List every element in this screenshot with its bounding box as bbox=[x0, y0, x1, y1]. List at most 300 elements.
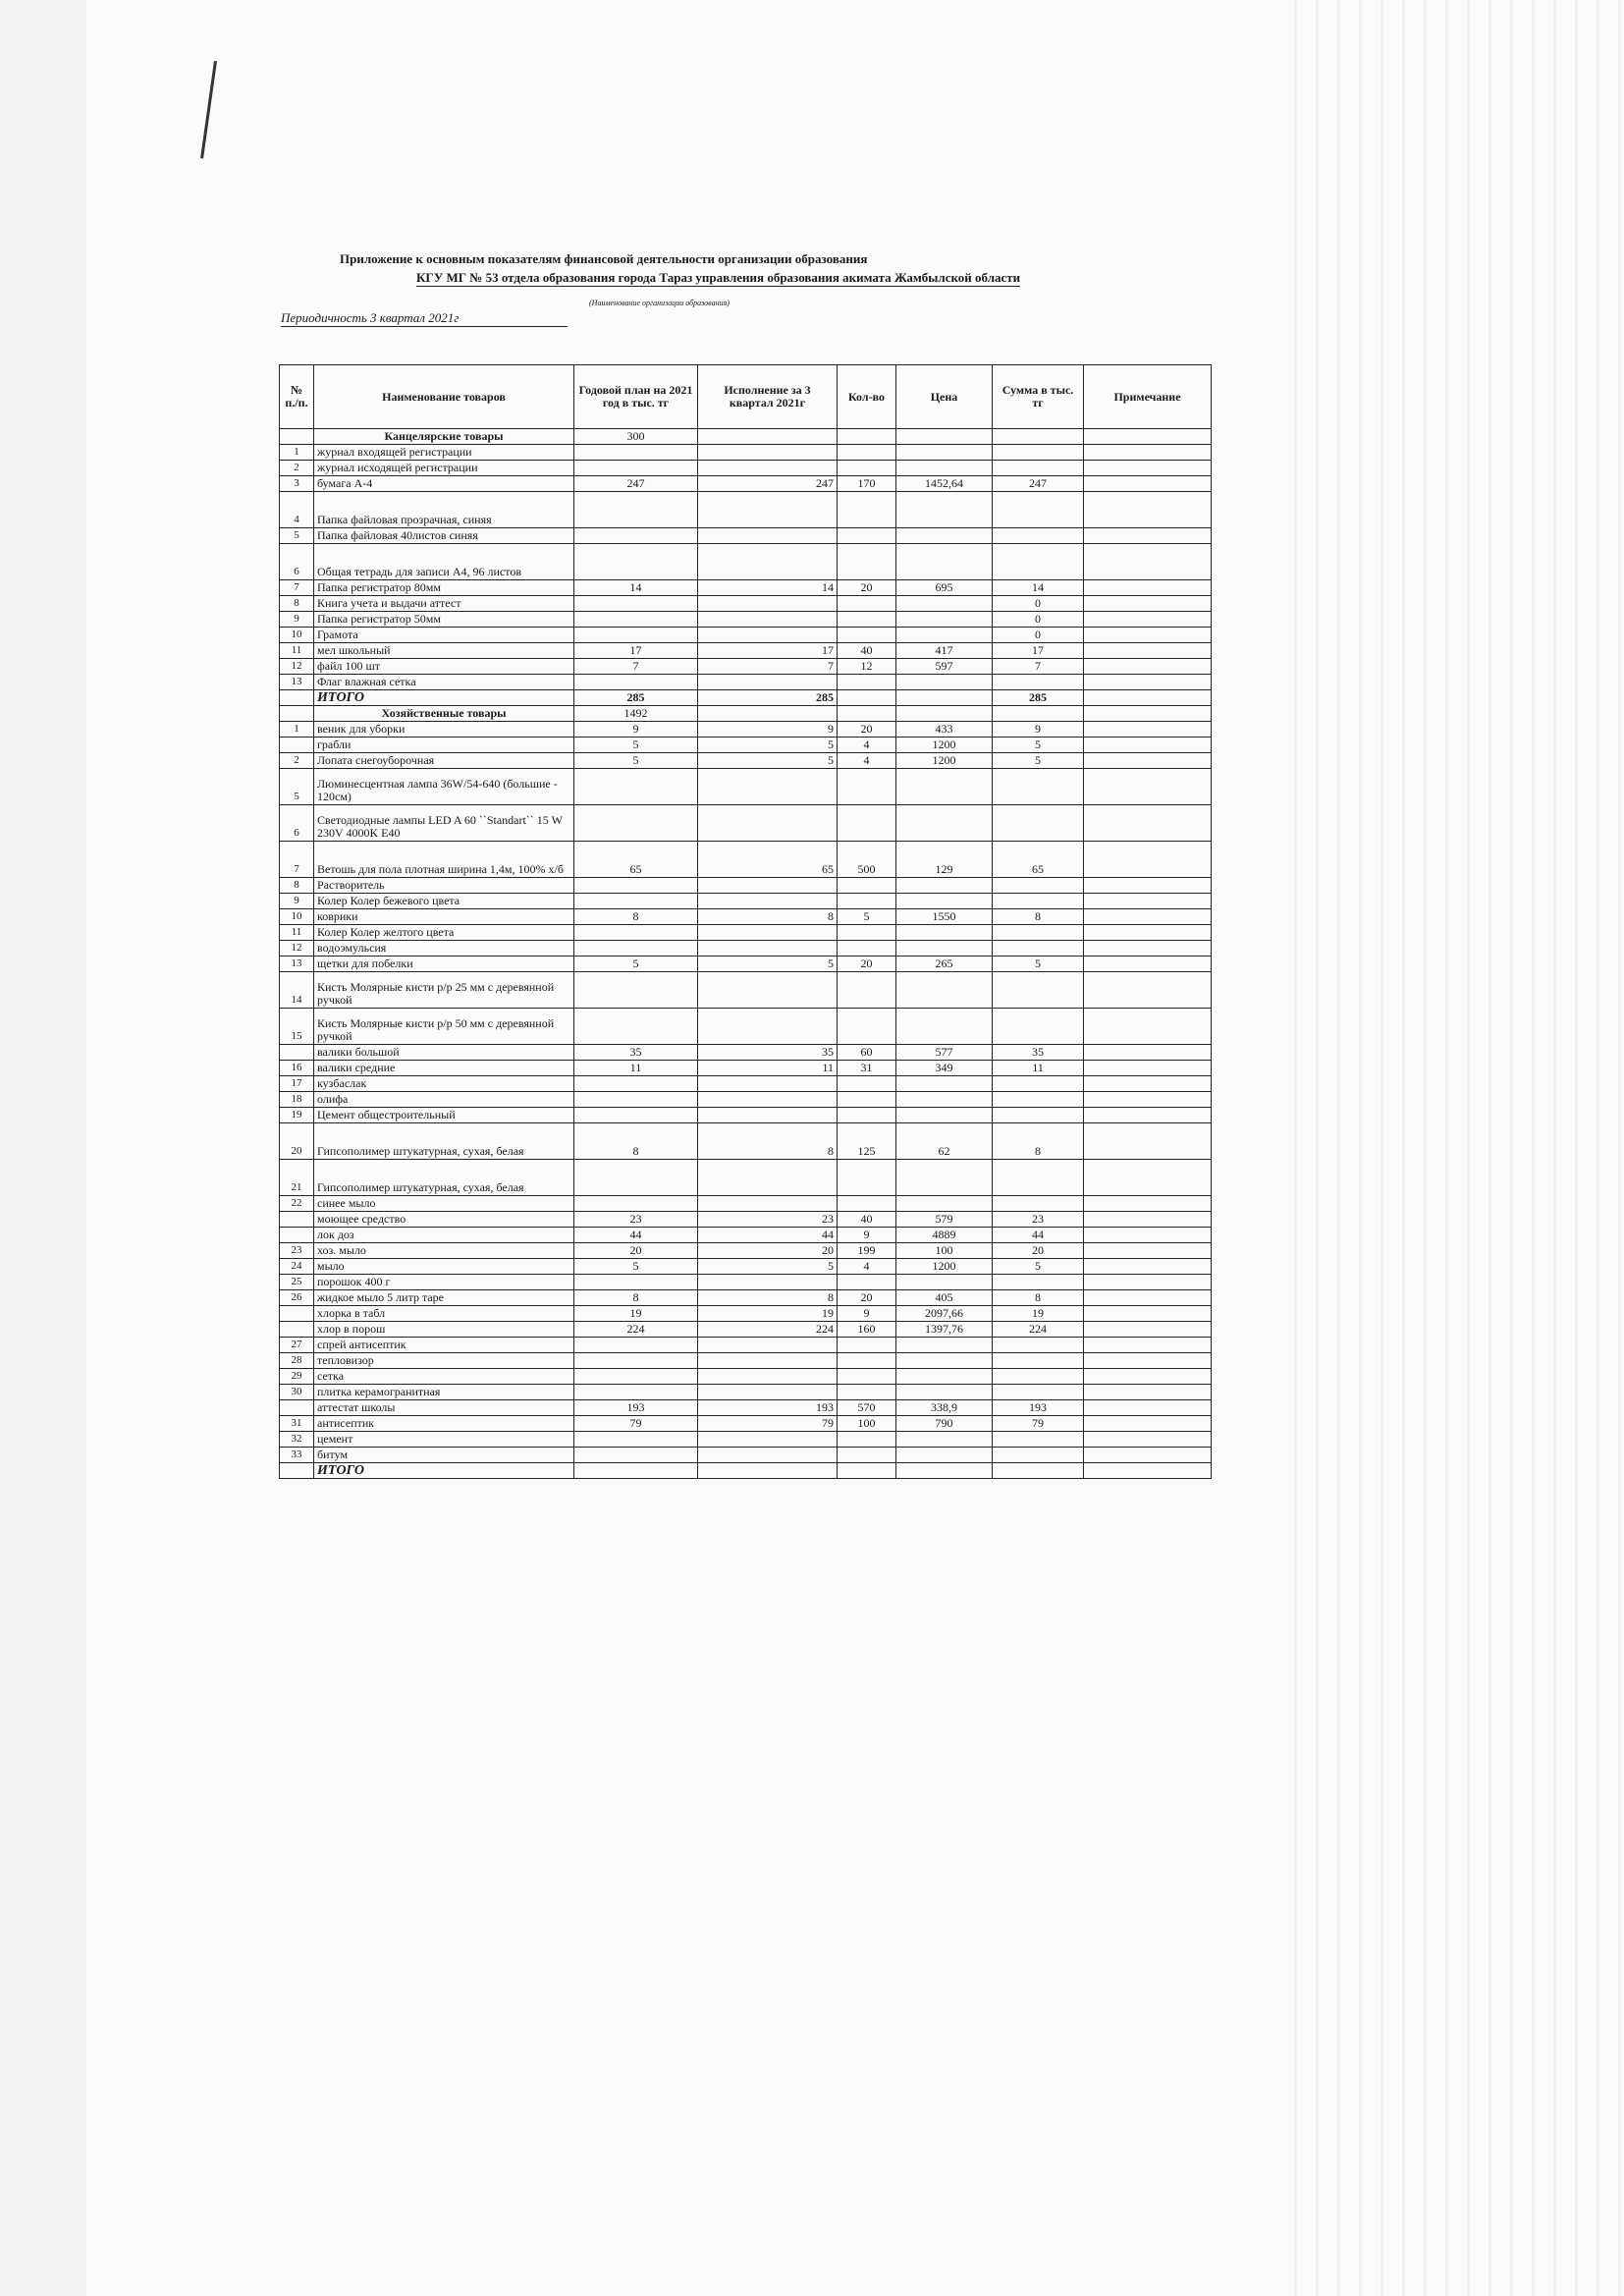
table-row bbox=[280, 580, 1212, 596]
quantity-cell: 170 bbox=[838, 476, 896, 492]
sum-cell: 23 bbox=[993, 1212, 1084, 1228]
annual-plan-cell: 1492 bbox=[574, 706, 698, 722]
table-row bbox=[280, 722, 1212, 738]
quantity-cell bbox=[838, 1432, 896, 1448]
sum-cell: 5 bbox=[993, 1259, 1084, 1275]
item-name-cell: Кисть Молярные кисти р/р 50 мм с деревянной ручкой bbox=[314, 1009, 574, 1045]
price-cell bbox=[896, 1463, 993, 1479]
table-row bbox=[280, 528, 1212, 544]
execution-cell: 193 bbox=[698, 1400, 838, 1416]
sum-cell bbox=[993, 925, 1084, 941]
quantity-cell bbox=[838, 690, 896, 706]
price-cell bbox=[896, 769, 993, 805]
note-cell bbox=[1084, 596, 1212, 612]
price-cell bbox=[896, 1448, 993, 1463]
price-cell: 265 bbox=[896, 957, 993, 972]
execution-cell: 8 bbox=[698, 909, 838, 925]
execution-cell: 7 bbox=[698, 659, 838, 675]
note-cell bbox=[1084, 878, 1212, 894]
sum-cell bbox=[993, 1385, 1084, 1400]
quantity-cell: 5 bbox=[838, 909, 896, 925]
note-cell bbox=[1084, 1196, 1212, 1212]
price-cell bbox=[896, 925, 993, 941]
sum-cell: 7 bbox=[993, 659, 1084, 675]
table-row bbox=[280, 461, 1212, 476]
note-cell bbox=[1084, 925, 1212, 941]
execution-cell bbox=[698, 941, 838, 957]
execution-cell bbox=[698, 1448, 838, 1463]
item-name-cell: синее мыло bbox=[314, 1196, 574, 1212]
execution-cell bbox=[698, 1009, 838, 1045]
note-cell bbox=[1084, 1160, 1212, 1196]
table-row bbox=[280, 1228, 1212, 1243]
execution-cell: 8 bbox=[698, 1290, 838, 1306]
total-row bbox=[280, 1463, 1212, 1479]
execution-cell: 5 bbox=[698, 738, 838, 753]
execution-cell bbox=[698, 1353, 838, 1369]
quantity-cell bbox=[838, 1369, 896, 1385]
note-cell bbox=[1084, 957, 1212, 972]
execution-cell bbox=[698, 1108, 838, 1123]
quantity-cell bbox=[838, 492, 896, 528]
note-cell bbox=[1084, 805, 1212, 842]
annual-plan-cell bbox=[574, 1009, 698, 1045]
execution-cell bbox=[698, 1463, 838, 1479]
quantity-cell bbox=[838, 1353, 896, 1369]
table-row bbox=[280, 1108, 1212, 1123]
table-row bbox=[280, 1385, 1212, 1400]
item-name-cell: коврики bbox=[314, 909, 574, 925]
table-row bbox=[280, 612, 1212, 628]
price-cell: 1397,76 bbox=[896, 1322, 993, 1338]
execution-cell bbox=[698, 1432, 838, 1448]
quantity-cell bbox=[838, 1092, 896, 1108]
row-number-cell: 15 bbox=[280, 1009, 314, 1045]
sum-cell: 193 bbox=[993, 1400, 1084, 1416]
item-name-cell: тепловизор bbox=[314, 1353, 574, 1369]
table-row bbox=[280, 753, 1212, 769]
sum-cell: 5 bbox=[993, 738, 1084, 753]
table-row bbox=[280, 842, 1212, 878]
price-cell bbox=[896, 445, 993, 461]
row-number-cell: 12 bbox=[280, 941, 314, 957]
table-row bbox=[280, 925, 1212, 941]
annual-plan-cell bbox=[574, 1076, 698, 1092]
note-cell bbox=[1084, 753, 1212, 769]
item-name-cell: Гипсополимер штукатурная, сухая, белая bbox=[314, 1160, 574, 1196]
table-row bbox=[280, 659, 1212, 675]
price-cell: 695 bbox=[896, 580, 993, 596]
note-cell bbox=[1084, 941, 1212, 957]
item-name-cell: аттестат школы bbox=[314, 1400, 574, 1416]
price-cell: 790 bbox=[896, 1416, 993, 1432]
execution-cell bbox=[698, 628, 838, 643]
col-header-price: Цена bbox=[896, 365, 993, 429]
price-cell: 433 bbox=[896, 722, 993, 738]
table-row bbox=[280, 878, 1212, 894]
note-cell bbox=[1084, 1228, 1212, 1243]
header-period: Периодичность 3 квартал 2021г bbox=[281, 310, 568, 327]
table-row bbox=[280, 476, 1212, 492]
item-name-cell: Гипсополимер штукатурная, сухая, белая bbox=[314, 1123, 574, 1160]
quantity-cell: 20 bbox=[838, 957, 896, 972]
sum-cell bbox=[993, 1275, 1084, 1290]
quantity-cell bbox=[838, 1338, 896, 1353]
header-organization-caption: (Наименование организации образования) bbox=[589, 299, 730, 307]
sum-cell bbox=[993, 1369, 1084, 1385]
row-number-cell bbox=[280, 1045, 314, 1061]
note-cell bbox=[1084, 1092, 1212, 1108]
price-cell bbox=[896, 1092, 993, 1108]
annual-plan-cell: 14 bbox=[574, 580, 698, 596]
note-cell bbox=[1084, 722, 1212, 738]
note-cell bbox=[1084, 1416, 1212, 1432]
sum-cell bbox=[993, 1196, 1084, 1212]
row-number-cell bbox=[280, 1322, 314, 1338]
sum-cell bbox=[993, 972, 1084, 1009]
sum-cell bbox=[993, 1463, 1084, 1479]
item-name-cell: Цемент общестроительный bbox=[314, 1108, 574, 1123]
sum-cell bbox=[993, 805, 1084, 842]
note-cell bbox=[1084, 1045, 1212, 1061]
quantity-cell bbox=[838, 1076, 896, 1092]
price-cell: 577 bbox=[896, 1045, 993, 1061]
item-name-cell: валики большой bbox=[314, 1045, 574, 1061]
quantity-cell bbox=[838, 925, 896, 941]
table-row bbox=[280, 957, 1212, 972]
price-cell: 338,9 bbox=[896, 1400, 993, 1416]
annual-plan-cell bbox=[574, 1196, 698, 1212]
note-cell bbox=[1084, 476, 1212, 492]
row-number-cell: 10 bbox=[280, 909, 314, 925]
item-name-cell: щетки для побелки bbox=[314, 957, 574, 972]
execution-cell bbox=[698, 1092, 838, 1108]
price-cell bbox=[896, 1196, 993, 1212]
annual-plan-cell: 20 bbox=[574, 1243, 698, 1259]
item-name-cell: Хозяйственные товары bbox=[314, 706, 574, 722]
table-row bbox=[280, 738, 1212, 753]
sum-cell bbox=[993, 544, 1084, 580]
item-name-cell: Папка файловая 40листов синяя bbox=[314, 528, 574, 544]
annual-plan-cell: 11 bbox=[574, 1061, 698, 1076]
table-row bbox=[280, 1306, 1212, 1322]
item-name-cell: моющее средство bbox=[314, 1212, 574, 1228]
sum-cell bbox=[993, 675, 1084, 690]
annual-plan-cell: 224 bbox=[574, 1322, 698, 1338]
row-number-cell: 7 bbox=[280, 580, 314, 596]
price-cell bbox=[896, 1108, 993, 1123]
row-number-cell bbox=[280, 1212, 314, 1228]
item-name-cell: веник для уборки bbox=[314, 722, 574, 738]
quantity-cell: 199 bbox=[838, 1243, 896, 1259]
quantity-cell: 20 bbox=[838, 722, 896, 738]
row-number-cell: 27 bbox=[280, 1338, 314, 1353]
quantity-cell: 4 bbox=[838, 738, 896, 753]
item-name-cell: хоз. мыло bbox=[314, 1243, 574, 1259]
row-number-cell: 11 bbox=[280, 925, 314, 941]
execution-cell: 14 bbox=[698, 580, 838, 596]
row-number-cell: 6 bbox=[280, 544, 314, 580]
execution-cell bbox=[698, 1385, 838, 1400]
annual-plan-cell bbox=[574, 769, 698, 805]
annual-plan-cell bbox=[574, 596, 698, 612]
execution-cell bbox=[698, 1196, 838, 1212]
execution-cell: 79 bbox=[698, 1416, 838, 1432]
annual-plan-cell: 65 bbox=[574, 842, 698, 878]
execution-cell: 20 bbox=[698, 1243, 838, 1259]
total-row bbox=[280, 690, 1212, 706]
annual-plan-cell bbox=[574, 1463, 698, 1479]
execution-cell bbox=[698, 612, 838, 628]
price-cell bbox=[896, 1353, 993, 1369]
annual-plan-cell: 23 bbox=[574, 1212, 698, 1228]
table-row bbox=[280, 1061, 1212, 1076]
row-number-cell: 20 bbox=[280, 1123, 314, 1160]
note-cell bbox=[1084, 1275, 1212, 1290]
note-cell bbox=[1084, 580, 1212, 596]
sum-cell: 65 bbox=[993, 842, 1084, 878]
quantity-cell: 125 bbox=[838, 1123, 896, 1160]
row-number-cell: 2 bbox=[280, 461, 314, 476]
annual-plan-cell bbox=[574, 544, 698, 580]
row-number-cell bbox=[280, 1228, 314, 1243]
price-cell: 2097,66 bbox=[896, 1306, 993, 1322]
sum-cell: 9 bbox=[993, 722, 1084, 738]
note-cell bbox=[1084, 544, 1212, 580]
item-name-cell: битум bbox=[314, 1448, 574, 1463]
sum-cell bbox=[993, 1092, 1084, 1108]
note-cell bbox=[1084, 1322, 1212, 1338]
price-cell bbox=[896, 628, 993, 643]
row-number-cell bbox=[280, 429, 314, 445]
price-cell bbox=[896, 544, 993, 580]
execution-cell bbox=[698, 528, 838, 544]
row-number-cell: 13 bbox=[280, 957, 314, 972]
quantity-cell bbox=[838, 941, 896, 957]
annual-plan-cell bbox=[574, 528, 698, 544]
execution-cell bbox=[698, 429, 838, 445]
header-organization: КГУ МГ № 53 отдела образования города Тараз управления образования акимата Жамбылской области bbox=[416, 270, 1021, 285]
row-number-cell: 4 bbox=[280, 492, 314, 528]
note-cell bbox=[1084, 528, 1212, 544]
col-header-sum: Сумма в тыс. тг bbox=[993, 365, 1084, 429]
row-number-cell: 23 bbox=[280, 1243, 314, 1259]
annual-plan-cell: 9 bbox=[574, 722, 698, 738]
note-cell bbox=[1084, 690, 1212, 706]
execution-cell: 23 bbox=[698, 1212, 838, 1228]
row-number-cell: 33 bbox=[280, 1448, 314, 1463]
sum-cell bbox=[993, 1160, 1084, 1196]
quantity-cell: 20 bbox=[838, 1290, 896, 1306]
price-cell: 100 bbox=[896, 1243, 993, 1259]
row-number-cell: 9 bbox=[280, 894, 314, 909]
sum-cell: 17 bbox=[993, 643, 1084, 659]
row-number-cell: 14 bbox=[280, 972, 314, 1009]
sum-cell bbox=[993, 1108, 1084, 1123]
row-number-cell: 29 bbox=[280, 1369, 314, 1385]
sum-cell: 285 bbox=[993, 690, 1084, 706]
table-row bbox=[280, 544, 1212, 580]
quantity-cell bbox=[838, 1275, 896, 1290]
table-row bbox=[280, 1448, 1212, 1463]
annual-plan-cell bbox=[574, 445, 698, 461]
execution-cell bbox=[698, 461, 838, 476]
table-row bbox=[280, 1275, 1212, 1290]
quantity-cell: 20 bbox=[838, 580, 896, 596]
table-row bbox=[280, 1338, 1212, 1353]
note-cell bbox=[1084, 461, 1212, 476]
annual-plan-cell: 285 bbox=[574, 690, 698, 706]
note-cell bbox=[1084, 909, 1212, 925]
row-number-cell: 22 bbox=[280, 1196, 314, 1212]
execution-cell: 285 bbox=[698, 690, 838, 706]
price-cell bbox=[896, 805, 993, 842]
item-name-cell: журнал исходящей регистрации bbox=[314, 461, 574, 476]
note-cell bbox=[1084, 1338, 1212, 1353]
item-name-cell: ИТОГО bbox=[314, 1463, 574, 1479]
item-name-cell: Папка регистратор 50мм bbox=[314, 612, 574, 628]
annual-plan-cell bbox=[574, 1432, 698, 1448]
note-cell bbox=[1084, 1076, 1212, 1092]
annual-plan-cell bbox=[574, 1092, 698, 1108]
quantity-cell bbox=[838, 1448, 896, 1463]
item-name-cell: сетка bbox=[314, 1369, 574, 1385]
price-cell: 1452,64 bbox=[896, 476, 993, 492]
note-cell bbox=[1084, 1432, 1212, 1448]
annual-plan-cell bbox=[574, 1108, 698, 1123]
annual-plan-cell bbox=[574, 1448, 698, 1463]
note-cell bbox=[1084, 1290, 1212, 1306]
quantity-cell: 4 bbox=[838, 1259, 896, 1275]
execution-cell: 224 bbox=[698, 1322, 838, 1338]
note-cell bbox=[1084, 659, 1212, 675]
table-row bbox=[280, 769, 1212, 805]
execution-cell: 44 bbox=[698, 1228, 838, 1243]
quantity-cell bbox=[838, 972, 896, 1009]
sum-cell: 247 bbox=[993, 476, 1084, 492]
item-name-cell: кузбаслак bbox=[314, 1076, 574, 1092]
execution-cell: 5 bbox=[698, 753, 838, 769]
sum-cell: 44 bbox=[993, 1228, 1084, 1243]
quantity-cell bbox=[838, 878, 896, 894]
price-cell: 579 bbox=[896, 1212, 993, 1228]
sum-cell: 11 bbox=[993, 1061, 1084, 1076]
note-cell bbox=[1084, 1385, 1212, 1400]
quantity-cell bbox=[838, 675, 896, 690]
row-number-cell: 25 bbox=[280, 1275, 314, 1290]
item-name-cell: Светодиодные лампы LED A 60 ``Standart`` 15 W 230V 4000K E40 bbox=[314, 805, 574, 842]
col-header-qty: Кол-во bbox=[838, 365, 896, 429]
sum-cell bbox=[993, 1338, 1084, 1353]
row-number-cell: 2 bbox=[280, 753, 314, 769]
note-cell bbox=[1084, 445, 1212, 461]
item-name-cell: Грамота bbox=[314, 628, 574, 643]
quantity-cell bbox=[838, 1009, 896, 1045]
sum-cell: 5 bbox=[993, 753, 1084, 769]
quantity-cell bbox=[838, 805, 896, 842]
execution-cell: 35 bbox=[698, 1045, 838, 1061]
col-header-num: № п./п. bbox=[280, 365, 314, 429]
price-cell bbox=[896, 972, 993, 1009]
quantity-cell: 40 bbox=[838, 1212, 896, 1228]
price-cell: 405 bbox=[896, 1290, 993, 1306]
sum-cell: 8 bbox=[993, 1290, 1084, 1306]
price-cell bbox=[896, 1369, 993, 1385]
price-cell bbox=[896, 1009, 993, 1045]
price-cell bbox=[896, 492, 993, 528]
sum-cell bbox=[993, 445, 1084, 461]
item-name-cell: Кисть Молярные кисти р/р 25 мм с деревянной ручкой bbox=[314, 972, 574, 1009]
quantity-cell bbox=[838, 528, 896, 544]
price-cell bbox=[896, 429, 993, 445]
table-row bbox=[280, 1196, 1212, 1212]
col-header-name: Наименование товаров bbox=[314, 365, 574, 429]
price-cell: 129 bbox=[896, 842, 993, 878]
table-header-row bbox=[280, 365, 1212, 429]
table-row bbox=[280, 805, 1212, 842]
annual-plan-cell bbox=[574, 925, 698, 941]
price-cell: 62 bbox=[896, 1123, 993, 1160]
table-row bbox=[280, 1009, 1212, 1045]
row-number-cell: 28 bbox=[280, 1353, 314, 1369]
item-name-cell: лок доз bbox=[314, 1228, 574, 1243]
sum-cell: 0 bbox=[993, 596, 1084, 612]
note-cell bbox=[1084, 1448, 1212, 1463]
price-cell bbox=[896, 528, 993, 544]
execution-cell bbox=[698, 706, 838, 722]
price-cell bbox=[896, 1275, 993, 1290]
row-number-cell: 3 bbox=[280, 476, 314, 492]
price-cell bbox=[896, 596, 993, 612]
note-cell bbox=[1084, 675, 1212, 690]
note-cell bbox=[1084, 1400, 1212, 1416]
table-row bbox=[280, 643, 1212, 659]
table-row bbox=[280, 972, 1212, 1009]
table-row bbox=[280, 596, 1212, 612]
table-row bbox=[280, 1259, 1212, 1275]
price-cell: 1550 bbox=[896, 909, 993, 925]
execution-cell bbox=[698, 445, 838, 461]
table-row bbox=[280, 1076, 1212, 1092]
execution-cell bbox=[698, 972, 838, 1009]
table-row bbox=[280, 445, 1212, 461]
row-number-cell bbox=[280, 738, 314, 753]
execution-cell: 11 bbox=[698, 1061, 838, 1076]
row-number-cell: 9 bbox=[280, 612, 314, 628]
quantity-cell bbox=[838, 1385, 896, 1400]
sum-cell bbox=[993, 1009, 1084, 1045]
section-header-row bbox=[280, 429, 1212, 445]
annual-plan-cell bbox=[574, 805, 698, 842]
item-name-cell: Флаг влажная сетка bbox=[314, 675, 574, 690]
row-number-cell: 6 bbox=[280, 805, 314, 842]
price-cell bbox=[896, 1385, 993, 1400]
col-header-note: Примечание bbox=[1084, 365, 1212, 429]
execution-cell bbox=[698, 1076, 838, 1092]
item-name-cell: ИТОГО bbox=[314, 690, 574, 706]
quantity-cell bbox=[838, 1196, 896, 1212]
execution-cell bbox=[698, 596, 838, 612]
annual-plan-cell: 7 bbox=[574, 659, 698, 675]
row-number-cell: 1 bbox=[280, 722, 314, 738]
execution-cell: 65 bbox=[698, 842, 838, 878]
item-name-cell: Общая тетрадь для записи А4, 96 листов bbox=[314, 544, 574, 580]
quantity-cell: 31 bbox=[838, 1061, 896, 1076]
header-title: Приложение к основным показателям финансовой деятельности организации образования bbox=[340, 251, 868, 266]
annual-plan-cell bbox=[574, 1275, 698, 1290]
note-cell bbox=[1084, 492, 1212, 528]
row-number-cell bbox=[280, 706, 314, 722]
